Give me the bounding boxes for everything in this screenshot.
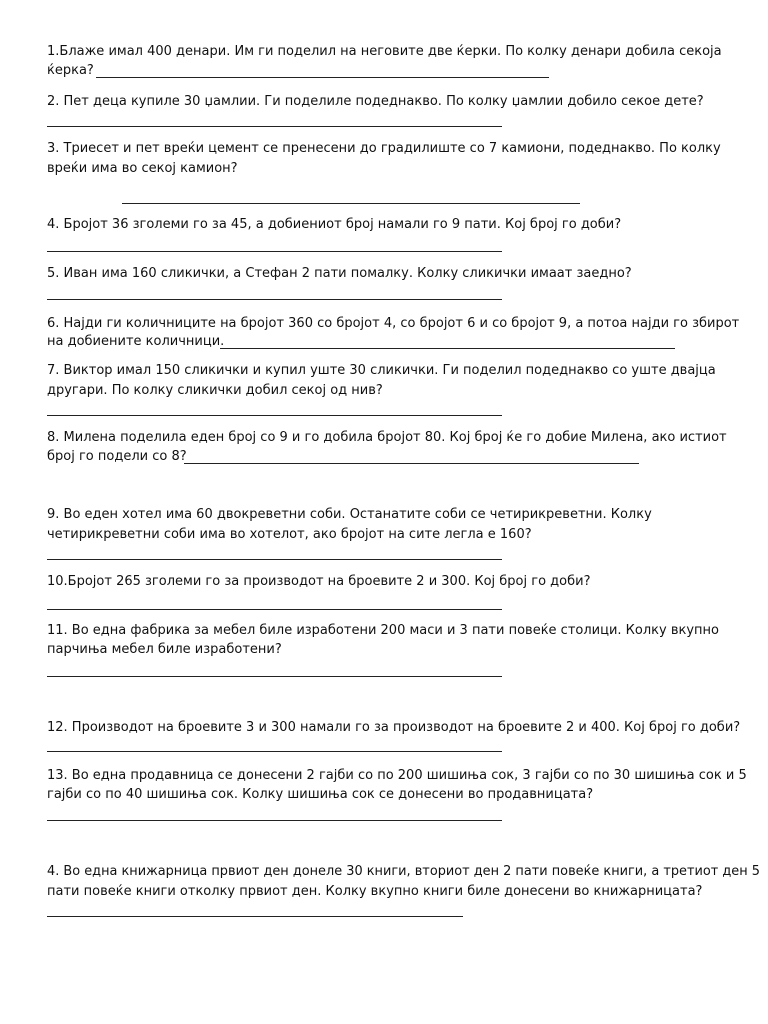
question-8-line-2: број го подели со 8?: [47, 449, 187, 464]
answer-line-10[interactable]: [47, 609, 502, 610]
question-14-line-1: 4. Во една книжарница првиот ден донеле 30 книги, вториот ден 2 пати повеќе книги, а третиот ден 5: [47, 864, 760, 879]
answer-line-7[interactable]: [47, 415, 502, 416]
answer-line-8[interactable]: [184, 463, 639, 464]
question-13-line-2: гајби со по 40 шишиња сок. Колку шишиња сок се донесени во продавницата?: [47, 787, 594, 802]
answer-line-3[interactable]: [122, 203, 580, 204]
question-12-line-1: 12. Производот на броевите 3 и 300 намали го за производот на броевите 2 и 400. Кој број го доби?: [47, 720, 741, 735]
answer-line-13[interactable]: [47, 820, 502, 821]
answer-line-14[interactable]: [47, 916, 463, 917]
question-11-line-2: парчиња мебел биле изработени?: [47, 642, 282, 657]
question-9-line-2: четирикреветни соби има во хотелот, ако бројот на сите легла е 160?: [47, 527, 532, 542]
question-3-line-1: 3. Триесет и пет вреќи цемент се пренесени до градилиште со 7 камиони, подеднакво. По колку: [47, 141, 721, 156]
answer-line-6[interactable]: [220, 348, 675, 349]
question-8-line-1: 8. Милена поделила еден број со 9 и го добила бројот 80. Кој број ќе го добие Милена, ако истиот: [47, 430, 727, 445]
question-13-line-1: 13. Во една продавница се донесени 2 гајби со по 200 шишиња сок, 3 гајби со по 30 шишиња сок и 5: [47, 768, 747, 783]
question-1-line-1: 1.Блаже имал 400 денари. Им ги поделил на неговите две ќерки. По колку денари добила секоја: [47, 44, 722, 59]
question-5-line-1: 5. Иван има 160 сликички, а Стефан 2 пати помалку. Колку сликички имаат заедно?: [47, 266, 632, 281]
question-6-line-1: 6. Најди ги количниците на бројот 360 со бројот 4, со бројот 6 и со бројот 9, а потоа најди го збирот: [47, 316, 740, 331]
question-7-line-2: другари. По колку сликички добил секој од нив?: [47, 383, 383, 398]
question-2-line-1: 2. Пет деца купиле 30 џамлии. Ги поделиле подеднакво. По колку џамлии добило секое дете?: [47, 94, 704, 109]
answer-line-12[interactable]: [47, 751, 502, 752]
question-10-line-1: 10.Бројот 265 зголеми го за производот на броевите 2 и 300. Кој број го доби?: [47, 574, 591, 589]
question-9-line-1: 9. Во еден хотел има 60 двокреветни соби. Останатите соби се четирикреветни. Колку: [47, 507, 652, 522]
question-14-line-2: пати повеќе книги отколку првиот ден. Колку вкупно книги биле донесени во книжарницата?: [47, 884, 703, 899]
question-7-line-1: 7. Виктор имал 150 сликички и купил уште 30 сликички. Ги поделил подеднакво со уште двајца: [47, 363, 716, 378]
question-3-line-2: вреќи има во секој камион?: [47, 161, 238, 176]
answer-line-1[interactable]: [96, 77, 549, 78]
question-6-line-2: на добиените количници.: [47, 334, 225, 349]
question-1-line-2: ќерка?: [47, 63, 94, 78]
answer-line-2[interactable]: [47, 126, 502, 127]
answer-line-9[interactable]: [47, 559, 502, 560]
question-4-line-1: 4. Бројот 36 зголеми го за 45, а добиениот број намали го 9 пати. Кој број го доби?: [47, 217, 622, 232]
question-11-line-1: 11. Во една фабрика за мебел биле изработени 200 маси и 3 пати повеќе столици. Колку вкупно: [47, 623, 719, 638]
answer-line-11[interactable]: [47, 676, 502, 677]
answer-line-4[interactable]: [47, 251, 502, 252]
answer-line-5[interactable]: [47, 299, 502, 300]
